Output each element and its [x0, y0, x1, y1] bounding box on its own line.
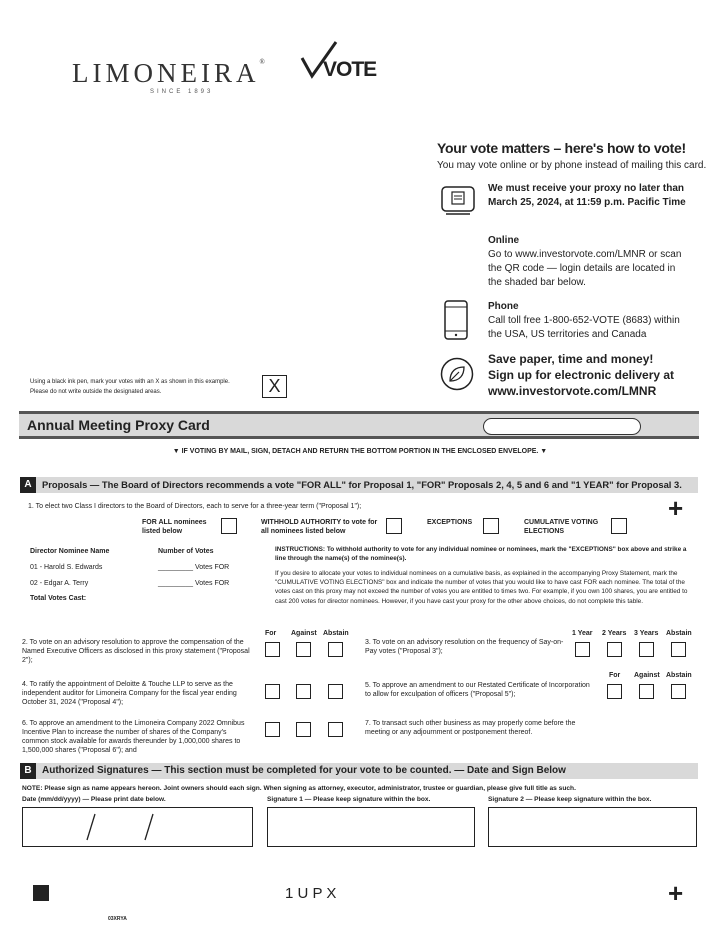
section-a-title: Proposals — The Board of Directors recommends a vote "FOR ALL" for Proposal 1, "FOR" Proposals 2, 4, 5 and 6 and "1 YEAR" for Proposal 3. — [42, 479, 682, 490]
withhold-label: WITHHOLD AUTHORITY to vote for all nominees listed below — [261, 519, 378, 535]
proposal-5-against-checkbox[interactable] — [639, 684, 654, 699]
proposal-4-abstain-checkbox[interactable] — [328, 684, 343, 699]
online-section: Online Go to www.investorvote.com/LMNR or scan the QR code — login details are located in the shaded bar below. — [488, 235, 682, 288]
cumulative-checkbox[interactable] — [611, 518, 627, 534]
vote-subheading: You may vote online or by phone instead of mailing this card. — [437, 160, 707, 171]
proposal-3-2-years-checkbox[interactable] — [607, 642, 622, 657]
leaf-icon — [440, 357, 474, 391]
instructions-cumulative: If you desire to allocate your votes to individual nominees on a cumulative basis, as explained in the accompanying Proxy Statement, mark the "CUMULATIVE VOTING ELECTIONS" box and indicate the number of votes that you would like to have cast FOR each nominee. The total of the votes cast on this proxy may not exceed the number of votes you are entitled to times two. For example, if you own 100 shares, you are entitled to cast 200 votes for director nominees. However, if you have cast your proxy for the other above choices, do not complete this table. — [275, 570, 688, 605]
abstain-header: Abstain — [666, 672, 692, 679]
registration-square — [33, 885, 49, 901]
1-year-header: 1 Year — [572, 630, 593, 637]
signature-2-label: Signature 2 — Please keep signature within the box. — [488, 796, 652, 803]
2-years-header: 2 Years — [602, 630, 627, 637]
phone-section: Phone Call toll free 1-800-652-VOTE (8683) within the USA, US territories and Canada — [488, 301, 680, 340]
proposal-4-text: 4. To ratify the appointment of Deloitte & Touche LLP to serve as the independent auditor for Limoneira Company for the fiscal year ending October 31, 2024 ("Proposal 4"); — [22, 681, 237, 706]
detach-notice: ▼ IF VOTING BY MAIL, SIGN, DETACH AND RETURN THE BOTTOM PORTION IN THE ENCLOSED ENVELOPE. ▼ — [172, 448, 548, 455]
for-all-checkbox[interactable] — [221, 518, 237, 534]
proposal-5-abstain-checkbox[interactable] — [671, 684, 686, 699]
nominee-name: 02 - Edgar A. Terry — [30, 580, 89, 587]
signature-note: NOTE: Please sign as name appears hereon. Joint owners should each sign. When signing as attorney, executor, administrator, trustee or guardian, please give full title as such. — [22, 785, 576, 792]
control-number-field — [483, 418, 641, 435]
proposal-3-3-years-checkbox[interactable] — [639, 642, 654, 657]
proposal-7-text: 7. To transact such other business as may properly come before the meeting or any adjournment or postponement thereof. — [365, 720, 576, 736]
exceptions-label: EXCEPTIONS — [427, 519, 473, 526]
nominee-votes-field[interactable]: _________ Votes FOR — [158, 564, 230, 571]
proposal-2-for-checkbox[interactable] — [265, 642, 280, 657]
nominee-name: 01 - Harold S. Edwards — [30, 564, 103, 571]
proposal-3-1-year-checkbox[interactable] — [575, 642, 590, 657]
proposal-6-abstain-checkbox[interactable] — [328, 722, 343, 737]
nominee-column-header: Director Nominee Name — [30, 548, 110, 555]
proposal-2-against-checkbox[interactable] — [296, 642, 311, 657]
section-b-bar: B Authorized Signatures — This section must be completed for your vote to be counted. — Date and Sign Below — [20, 763, 698, 779]
small-code: 03XRYA — [108, 916, 127, 922]
since-text: SINCE 1893 — [150, 89, 214, 95]
title-bar — [19, 411, 699, 439]
votes-column-header: Number of Votes — [158, 548, 214, 555]
paperless-section: Save paper, time and money! Sign up for electronic delivery at www.investorvote.com/LMNR — [488, 352, 675, 398]
signature-1-label: Signature 1 — Please keep signature within the box. — [267, 796, 431, 803]
3-years-header: 3 Years — [634, 630, 659, 637]
for-header: For — [265, 630, 277, 637]
vote-logo-text: VOTE — [323, 58, 377, 81]
cumulative-label: CUMULATIVE VOTING ELECTIONS — [524, 519, 599, 535]
proposal-3-text: 3. To vote on an advisory resolution on the frequency of Say-on-Pay votes ("Proposal 3"); — [365, 639, 564, 655]
footer-code: 1 U P X — [285, 885, 337, 902]
abstain-header: Abstain — [666, 630, 692, 637]
vote-heading: Your vote matters – here's how to vote! — [437, 140, 686, 156]
withhold-checkbox[interactable] — [386, 518, 402, 534]
proposal-5-for-checkbox[interactable] — [607, 684, 622, 699]
proposal-2-text: 2. To vote on an advisory resolution to approve the compensation of the Named Executive Officers as disclosed in this proxy statement ("Proposal 2"); — [22, 639, 250, 664]
proposal-4-against-checkbox[interactable] — [296, 684, 311, 699]
total-votes-label: Total Votes Cast: — [30, 595, 87, 602]
date-field[interactable] — [22, 807, 253, 847]
signature-2-field[interactable] — [488, 807, 697, 847]
abstain-header: Abstain — [323, 630, 349, 637]
example-mark-box: X — [262, 375, 287, 398]
proposal-3-abstain-checkbox[interactable] — [671, 642, 686, 657]
for-header: For — [609, 672, 621, 679]
against-header: Against — [291, 630, 317, 637]
registration-plus-icon: + — [668, 878, 684, 908]
section-b-title: Authorized Signatures — This section must be completed for your vote to be counted. — Date and Sign Below — [42, 765, 566, 776]
proposal-6-text: 6. To approve an amendment to the Limoneira Company 2022 Omnibus Incentive Plan to increase the number of shares of the Company's common stock available for awards thereunder by 1,000,000 shares to 1,500,000 shares ("Proposal 6"); and — [22, 720, 245, 754]
section-a-bar: A Proposals — The Board of Directors recommends a vote "FOR ALL" for Proposal 1, "FOR" Proposals 2, 4, 5 and 6 and "1 YEAR" for Proposal 3. — [20, 477, 698, 493]
proposal-5-text: 5. To approve an amendment to our Restated Certificate of Incorporation to allow for exculpation of officers ("Proposal 5"); — [365, 682, 590, 698]
signature-1-field[interactable] — [267, 807, 475, 847]
marking-instructions: Using a black ink pen, mark your votes with an X as shown in this example. Please do not write outside the designated areas. — [30, 379, 230, 395]
proposal-6-against-checkbox[interactable] — [296, 722, 311, 737]
date-separators — [23, 808, 252, 846]
deadline-text: We must receive your proxy no later than March 25, 2024, at 11:59 p.m. Pacific Time — [488, 183, 686, 208]
registration-plus-icon: + — [668, 493, 684, 523]
card-title: Annual Meeting Proxy Card — [27, 417, 210, 433]
proposal-2-abstain-checkbox[interactable] — [328, 642, 343, 657]
proposal-1-intro: 1. To elect two Class I directors to the Board of Directors, each to serve for a three-year term ("Proposal 1"); — [28, 503, 362, 510]
mail-icon — [441, 186, 475, 216]
proposal-4-for-checkbox[interactable] — [265, 684, 280, 699]
proposal-6-for-checkbox[interactable] — [265, 722, 280, 737]
phone-icon — [443, 300, 469, 340]
date-label: Date (mm/dd/yyyy) — Please print date below. — [22, 796, 166, 803]
instructions-withhold: INSTRUCTIONS: To withhold authority to vote for any individual nominee or nominees, mark the "EXCEPTIONS" box above and strike a line through the name(s) of the nominee(s). — [275, 546, 687, 562]
nominee-votes-field[interactable]: _________ Votes FOR — [158, 580, 230, 587]
company-logo: LIMONEIRA® — [72, 58, 265, 88]
exceptions-checkbox[interactable] — [483, 518, 499, 534]
against-header: Against — [634, 672, 660, 679]
for-all-label: FOR ALL nominees listed below — [142, 519, 207, 535]
